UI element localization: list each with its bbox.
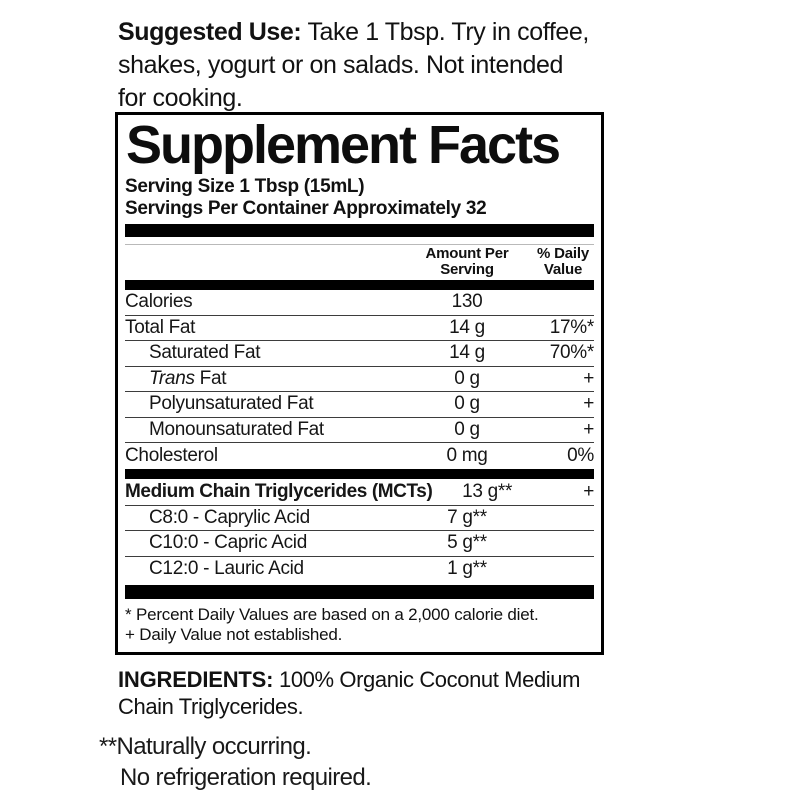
nutrient-name: Monounsaturated Fat bbox=[149, 418, 324, 440]
nutrient-name: Calories bbox=[125, 291, 193, 313]
servings-per-container: Servings Per Container Approximately 32 bbox=[125, 198, 487, 219]
naturally-occurring-text: Naturally occurring. bbox=[116, 733, 312, 760]
nutrient-dv: 17%* bbox=[549, 316, 594, 338]
nutrient-amount: 0 g bbox=[454, 393, 480, 415]
nutrient-name: Cholesterol bbox=[125, 444, 218, 466]
nutrient-row-calories bbox=[125, 290, 594, 316]
footnote-dv-not-established: + Daily Value not established. bbox=[125, 625, 343, 644]
column-headers bbox=[125, 245, 594, 279]
nutrient-amount: 0 mg bbox=[446, 444, 488, 466]
ingredients-line: Chain Triglycerides. bbox=[118, 694, 304, 719]
nutrient-row-capric-acid bbox=[125, 531, 594, 557]
nutrient-amount: 5 g** bbox=[447, 532, 487, 554]
suggested-use-line: shakes, yogurt or on salads. Not intended bbox=[118, 51, 563, 79]
divider-thick-bottom bbox=[125, 585, 594, 599]
ingredients-line bbox=[118, 666, 618, 693]
suggested-use-paragraph bbox=[118, 16, 618, 115]
nutrient-dv: + bbox=[583, 367, 594, 389]
naturally-occurring-note bbox=[99, 731, 371, 762]
ingredients-paragraph bbox=[118, 666, 618, 720]
nutrient-name: C12:0 - Lauric Acid bbox=[149, 558, 304, 580]
amount-header-line1: Amount Per bbox=[425, 245, 509, 262]
suggested-use-text: Take 1 Tbsp. Try in coffee, bbox=[307, 18, 589, 46]
trans-rest: Fat bbox=[194, 367, 227, 389]
trans-italic: Trans bbox=[149, 367, 195, 389]
nutrient-name: Saturated Fat bbox=[149, 342, 261, 364]
nutrient-name bbox=[125, 368, 402, 390]
nutrient-row-caprylic-acid bbox=[125, 506, 594, 532]
nutrient-name: C8:0 - Caprylic Acid bbox=[149, 506, 310, 528]
amount-header-line2: Serving bbox=[440, 261, 494, 278]
nutrient-dv: 70%* bbox=[549, 342, 594, 364]
suggested-use-label: Suggested Use: bbox=[118, 18, 302, 46]
nutrient-amount: 14 g bbox=[449, 316, 485, 338]
nutrient-amount: 13 g** bbox=[462, 480, 513, 502]
nutrient-amount: 7 g** bbox=[447, 506, 487, 528]
nutrient-name: Medium Chain Triglycerides (MCTs) bbox=[125, 480, 433, 502]
nutrient-dv: 0% bbox=[567, 444, 594, 466]
no-refrigeration-note: No refrigeration required. bbox=[120, 764, 372, 791]
nutrient-amount: 130 bbox=[451, 291, 483, 313]
nutrient-amount: 0 g bbox=[454, 367, 480, 389]
ingredients-label: INGREDIENTS: bbox=[118, 667, 274, 692]
daily-value-header bbox=[532, 246, 594, 279]
divider-thick-top bbox=[125, 224, 594, 237]
nutrient-amount: 1 g** bbox=[447, 558, 487, 580]
panel-title: Supplement Facts bbox=[126, 115, 560, 175]
nutrient-row-saturated-fat bbox=[125, 341, 594, 367]
nutrient-row-monounsaturated-fat bbox=[125, 418, 594, 444]
column-header-spacer bbox=[125, 246, 402, 279]
suggested-use-line: for cooking. bbox=[118, 84, 243, 112]
nutrient-row-total-fat bbox=[125, 316, 594, 342]
nutrient-dv: + bbox=[583, 480, 594, 502]
nutrient-dv: + bbox=[583, 418, 594, 440]
nutrient-name: C10:0 - Capric Acid bbox=[149, 532, 307, 554]
nutrient-row-polyunsaturated-fat bbox=[125, 392, 594, 418]
serving-size: Serving Size 1 Tbsp (15mL) bbox=[125, 176, 365, 197]
nutrient-dv: + bbox=[583, 393, 594, 415]
nutrient-row-mcts bbox=[125, 479, 594, 506]
nutrient-name: Polyunsaturated Fat bbox=[149, 393, 314, 415]
ingredients-text: 100% Organic Coconut Medium bbox=[279, 667, 581, 692]
bottom-notes bbox=[99, 731, 371, 793]
supplement-facts-panel bbox=[115, 112, 604, 655]
nutrient-row-cholesterol bbox=[125, 443, 594, 469]
amount-per-serving-header bbox=[402, 246, 532, 279]
nutrient-name: Total Fat bbox=[125, 316, 196, 338]
dv-header-line2: Value bbox=[543, 261, 583, 278]
nutrient-row-trans-fat bbox=[125, 367, 594, 393]
divider-medium-2 bbox=[125, 469, 594, 479]
dv-header-line1: % Daily bbox=[537, 245, 589, 262]
double-asterisk-marker: ** bbox=[99, 733, 117, 760]
suggested-use-line bbox=[118, 16, 618, 49]
footnote-percent-dv: * Percent Daily Values are based on a 2,000 calorie diet. bbox=[125, 605, 539, 624]
nutrient-row-lauric-acid bbox=[125, 557, 594, 583]
footnotes bbox=[125, 605, 594, 645]
nutrient-amount: 0 g bbox=[454, 418, 480, 440]
nutrient-amount: 14 g bbox=[449, 342, 485, 364]
divider-medium bbox=[125, 280, 594, 290]
